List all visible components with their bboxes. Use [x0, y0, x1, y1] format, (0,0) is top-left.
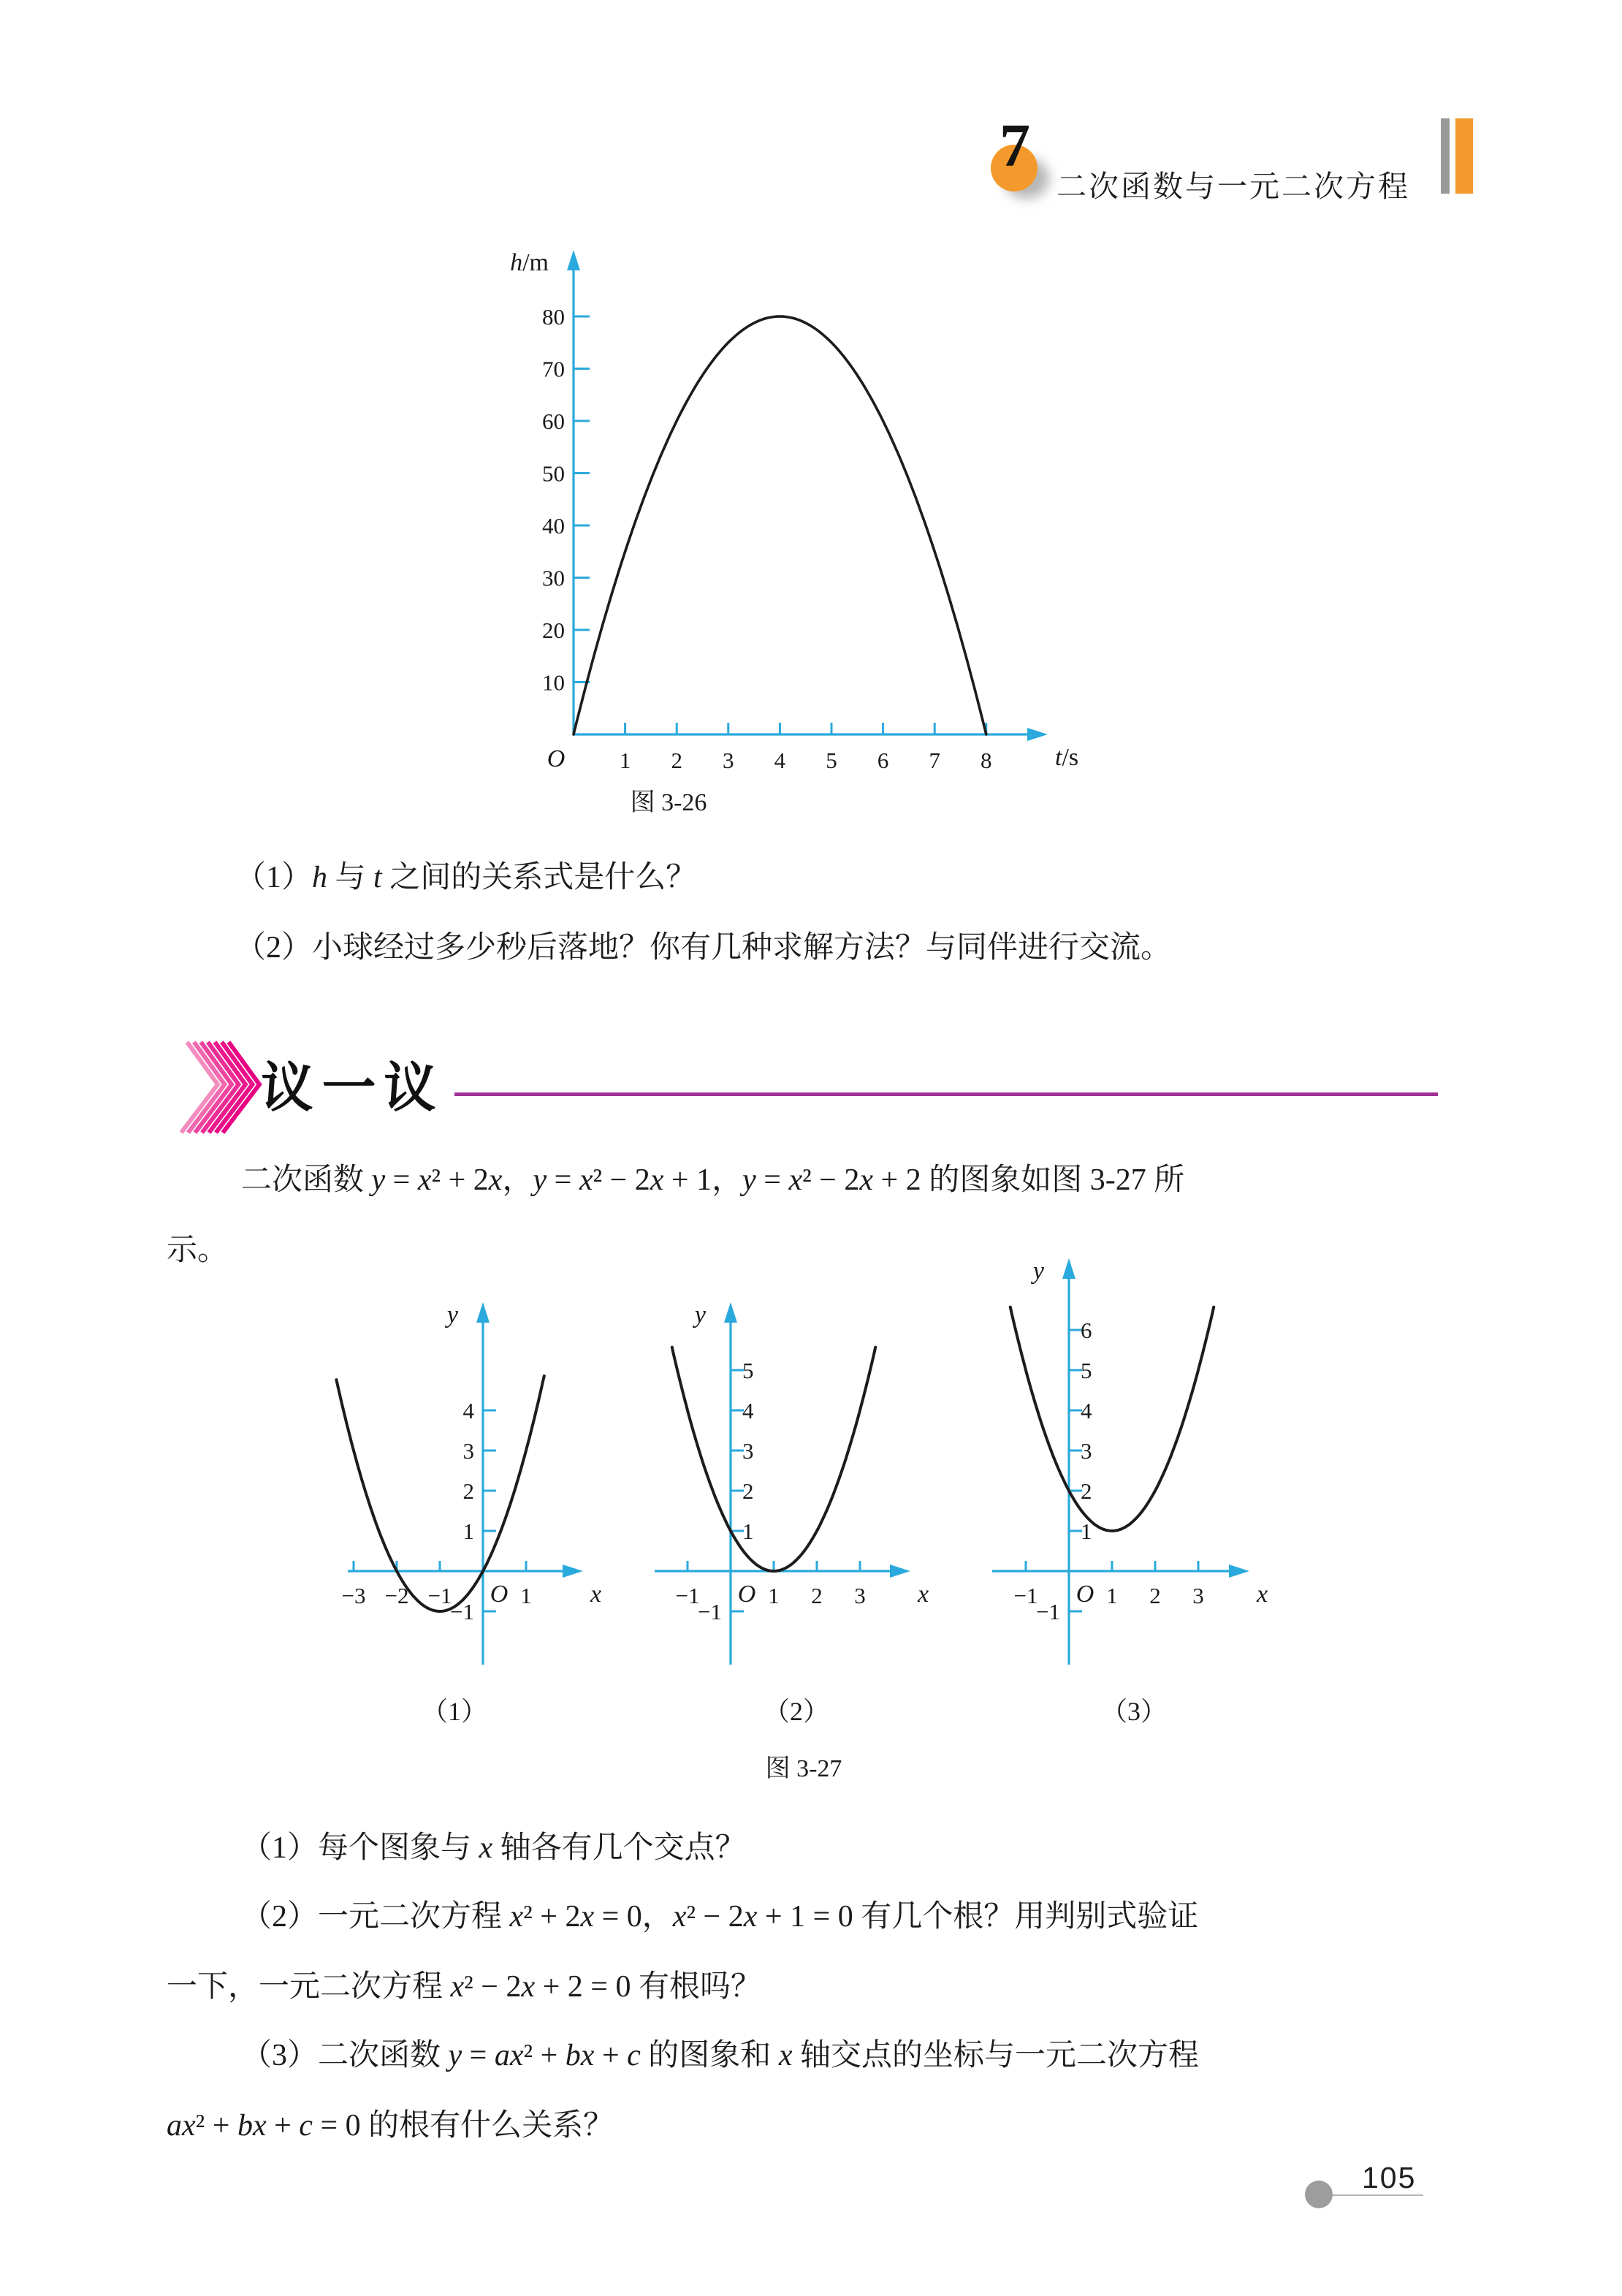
- svg-text:70: 70: [542, 356, 565, 382]
- svg-text:y: y: [446, 1301, 458, 1328]
- intro-question-1: （1）h 与 t 之间的关系式是什么？: [235, 861, 697, 894]
- svg-text:−3: −3: [341, 1583, 366, 1608]
- footer-dot-icon: [1305, 2181, 1333, 2208]
- svg-text:80: 80: [542, 304, 565, 330]
- svg-text:−1: −1: [1036, 1599, 1060, 1624]
- svg-text:2: 2: [462, 1478, 474, 1504]
- chapter-title: 二次函数与一元二次方程: [1056, 170, 1410, 203]
- svg-text:1: 1: [1106, 1583, 1118, 1608]
- svg-text:30: 30: [542, 565, 565, 591]
- svg-text:2: 2: [1081, 1478, 1092, 1504]
- svg-text:1: 1: [520, 1583, 532, 1608]
- svg-text:−1: −1: [698, 1599, 722, 1624]
- question-1: （1）每个图象与 x 轴各有几个交点？: [241, 1831, 746, 1865]
- figure-3-27-chart-2: [634, 1290, 944, 1681]
- page-number: 105: [1362, 2161, 1417, 2194]
- header-accent-bar-gray: [1441, 118, 1450, 194]
- question-3-line-1: （3）二次函数 y = ax² + bx + c 的图象和 x 轴交点的坐标与一元二次方程: [241, 2039, 1199, 2072]
- svg-text:1: 1: [619, 748, 631, 773]
- svg-text:60: 60: [542, 408, 565, 434]
- svg-text:2: 2: [671, 748, 682, 773]
- svg-text:50: 50: [542, 460, 565, 487]
- svg-text:4: 4: [1081, 1398, 1092, 1423]
- svg-text:y: y: [1032, 1258, 1044, 1285]
- svg-text:10: 10: [542, 669, 565, 696]
- svg-text:2: 2: [742, 1478, 754, 1504]
- svg-text:1: 1: [742, 1518, 754, 1544]
- svg-text:3: 3: [462, 1438, 474, 1464]
- svg-text:7: 7: [929, 748, 940, 773]
- svg-text:5: 5: [742, 1358, 754, 1383]
- svg-text:3: 3: [723, 748, 734, 773]
- svg-text:4: 4: [774, 748, 786, 773]
- figure-3-27-subcaption-1: （1）: [421, 1697, 488, 1726]
- svg-text:20: 20: [542, 617, 565, 643]
- svg-text:1: 1: [462, 1518, 474, 1544]
- svg-text:1: 1: [768, 1583, 780, 1608]
- svg-text:O: O: [490, 1581, 509, 1608]
- svg-text:3: 3: [854, 1583, 866, 1608]
- figure-3-27-caption: 图 3-27: [765, 1755, 842, 1782]
- svg-text:O: O: [737, 1581, 756, 1608]
- svg-text:O: O: [1075, 1581, 1094, 1608]
- discussion-line-1: 二次函数 y = x² + 2x，y = x² − 2x + 1，y = x² − 2x + 2 的图象如图 3-27 所: [241, 1163, 1185, 1197]
- chapter-number: 7: [1000, 112, 1030, 180]
- svg-text:h/m: h/m: [510, 249, 549, 276]
- svg-text:x: x: [918, 1581, 929, 1608]
- svg-text:−1: −1: [427, 1583, 452, 1608]
- svg-text:−1: −1: [675, 1583, 700, 1608]
- svg-text:y: y: [694, 1301, 706, 1328]
- svg-text:3: 3: [1081, 1438, 1092, 1464]
- section-title: 议一议: [258, 1059, 446, 1119]
- svg-text:1: 1: [1081, 1518, 1092, 1544]
- intro-question-2: （2）小球经过多少秒后落地？你有几种求解方法？与同伴进行交流。: [235, 931, 1172, 965]
- question-2-line-2: 一下，一元二次方程 x² − 2x + 2 = 0 有根吗？: [167, 1970, 761, 2004]
- svg-text:40: 40: [542, 513, 565, 539]
- svg-text:4: 4: [462, 1398, 474, 1423]
- figure-3-27-chart-1: [307, 1290, 608, 1681]
- svg-text:6: 6: [1081, 1318, 1092, 1343]
- svg-text:t/s: t/s: [1055, 744, 1079, 771]
- figure-3-26-caption: 图 3-26: [630, 789, 707, 816]
- svg-text:8: 8: [981, 748, 992, 773]
- figure-3-27-subcaption-2: （2）: [763, 1697, 830, 1726]
- svg-text:x: x: [1257, 1581, 1268, 1608]
- svg-text:5: 5: [1081, 1358, 1092, 1383]
- svg-text:3: 3: [742, 1438, 754, 1464]
- svg-text:O: O: [547, 745, 566, 772]
- svg-text:5: 5: [826, 748, 837, 773]
- figure-3-26-chart: [409, 234, 1081, 826]
- svg-text:4: 4: [742, 1398, 754, 1423]
- question-3-line-2: ax² + bx + c = 0 的根有什么关系？: [167, 2109, 614, 2143]
- svg-text:3: 3: [1192, 1583, 1204, 1608]
- discussion-line-2: 示。: [167, 1233, 229, 1267]
- figure-3-27-chart-3: [970, 1247, 1286, 1681]
- svg-text:6: 6: [877, 748, 889, 773]
- svg-text:2: 2: [1149, 1583, 1161, 1608]
- question-2-line-1: （2）一元二次方程 x² + 2x = 0，x² − 2x + 1 = 0 有几个根？用判别式验证: [241, 1900, 1199, 1934]
- svg-text:−1: −1: [1013, 1583, 1038, 1608]
- section-rule: [454, 1092, 1438, 1096]
- figure-3-27-subcaption-3: （3）: [1100, 1697, 1168, 1726]
- svg-text:x: x: [590, 1581, 602, 1608]
- section-chevron-icon: [180, 1041, 266, 1134]
- svg-text:−2: −2: [384, 1583, 409, 1608]
- header-accent-bar-orange: [1455, 118, 1473, 194]
- svg-text:−1: −1: [450, 1599, 474, 1624]
- svg-text:2: 2: [811, 1583, 823, 1608]
